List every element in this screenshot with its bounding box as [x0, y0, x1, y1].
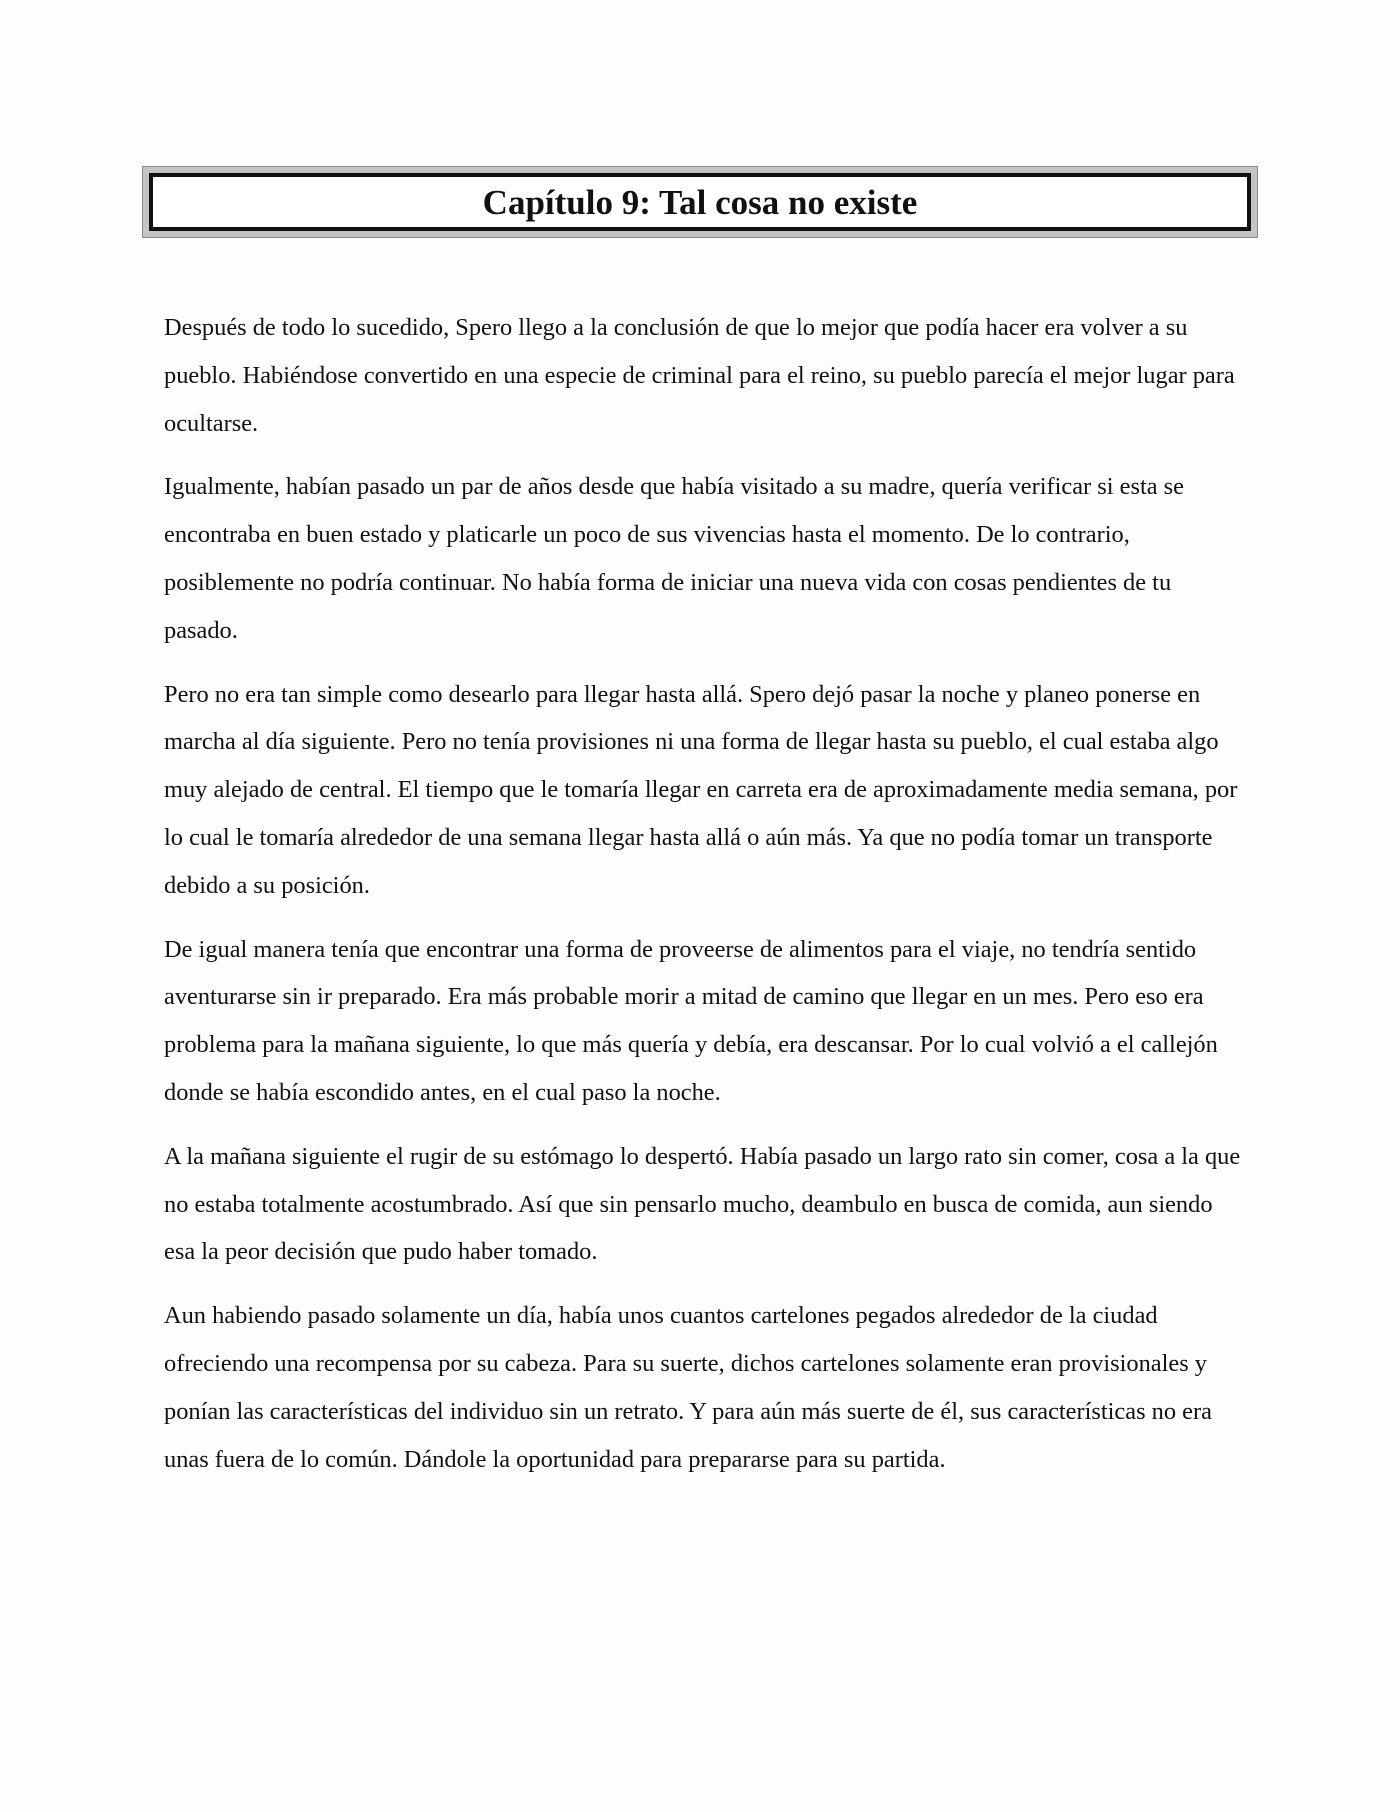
chapter-body: [164, 304, 1244, 1499]
paragraph-5: A la mañana siguiente el rugir de su estómago lo despertó. Había pasado un largo rato sin comer, cosa a la que no estaba totalmente acostumbrado. Así que sin pensarlo mucho, deambulo en busca de comida, aun siendo esa la peor decisión que pudo haber tomado.: [164, 1142, 1241, 1266]
chapter-title: Capítulo 9: Tal cosa no existe: [482, 182, 918, 222]
chapter-heading-box: [149, 173, 1251, 231]
chapter-heading-frame: [142, 166, 1258, 238]
paragraph-4: De igual manera tenía que encontrar una forma de proveerse de alimentos para el viaje, no tendría sentido aventurarse sin ir preparado. Era más probable morir a mitad de camino que llegar en un mes. Pero eso era problema para la mañana siguiente, lo que más quería y debía, era descansar. Por lo cual volvió a el callejón donde se había escondido antes, en el cual paso la noche.: [164, 935, 1218, 1106]
paragraph-2: Igualmente, habían pasado un par de años desde que había visitado a su madre, quería verificar si esta se encontraba en buen estado y platicarle un poco de sus vivencias hasta el momento. De lo contrario, posiblemente no podría continuar. No había forma de iniciar una nueva vida con cosas pendientes de tu pasado.: [164, 473, 1184, 644]
paragraph-6: Aun habiendo pasado solamente un día, había unos cuantos cartelones pegados alrededor de la ciudad ofreciendo una recompensa por su cabeza. Para su suerte, dichos cartelones solamente eran provisionales y ponían las características del individuo sin un retrato. Y para aún más suerte de él, sus características no era unas fuera de lo común. Dándole la oportunidad para prepararse para su partida.: [164, 1302, 1212, 1473]
paragraph-1: Después de todo lo sucedido, Spero llego a la conclusión de que lo mejor que podía hacer era volver a su pueblo. Habiéndose convertido en una especie de criminal para el reino, su pueblo parecía el mejor lugar para ocultarse.: [164, 314, 1235, 437]
paragraph-3: Pero no era tan simple como desearlo para llegar hasta allá. Spero dejó pasar la noche y planeo ponerse en marcha al día siguiente. Pero no tenía provisiones ni una forma de llegar hasta su pueblo, el cual estaba algo muy alejado de central. El tiempo que le tomaría llegar en carreta era de aproximadamente media semana, por lo cual le tomaría alrededor de una semana llegar hasta allá o aún más. Ya que no podía tomar un transporte debido a su posición.: [164, 680, 1238, 899]
